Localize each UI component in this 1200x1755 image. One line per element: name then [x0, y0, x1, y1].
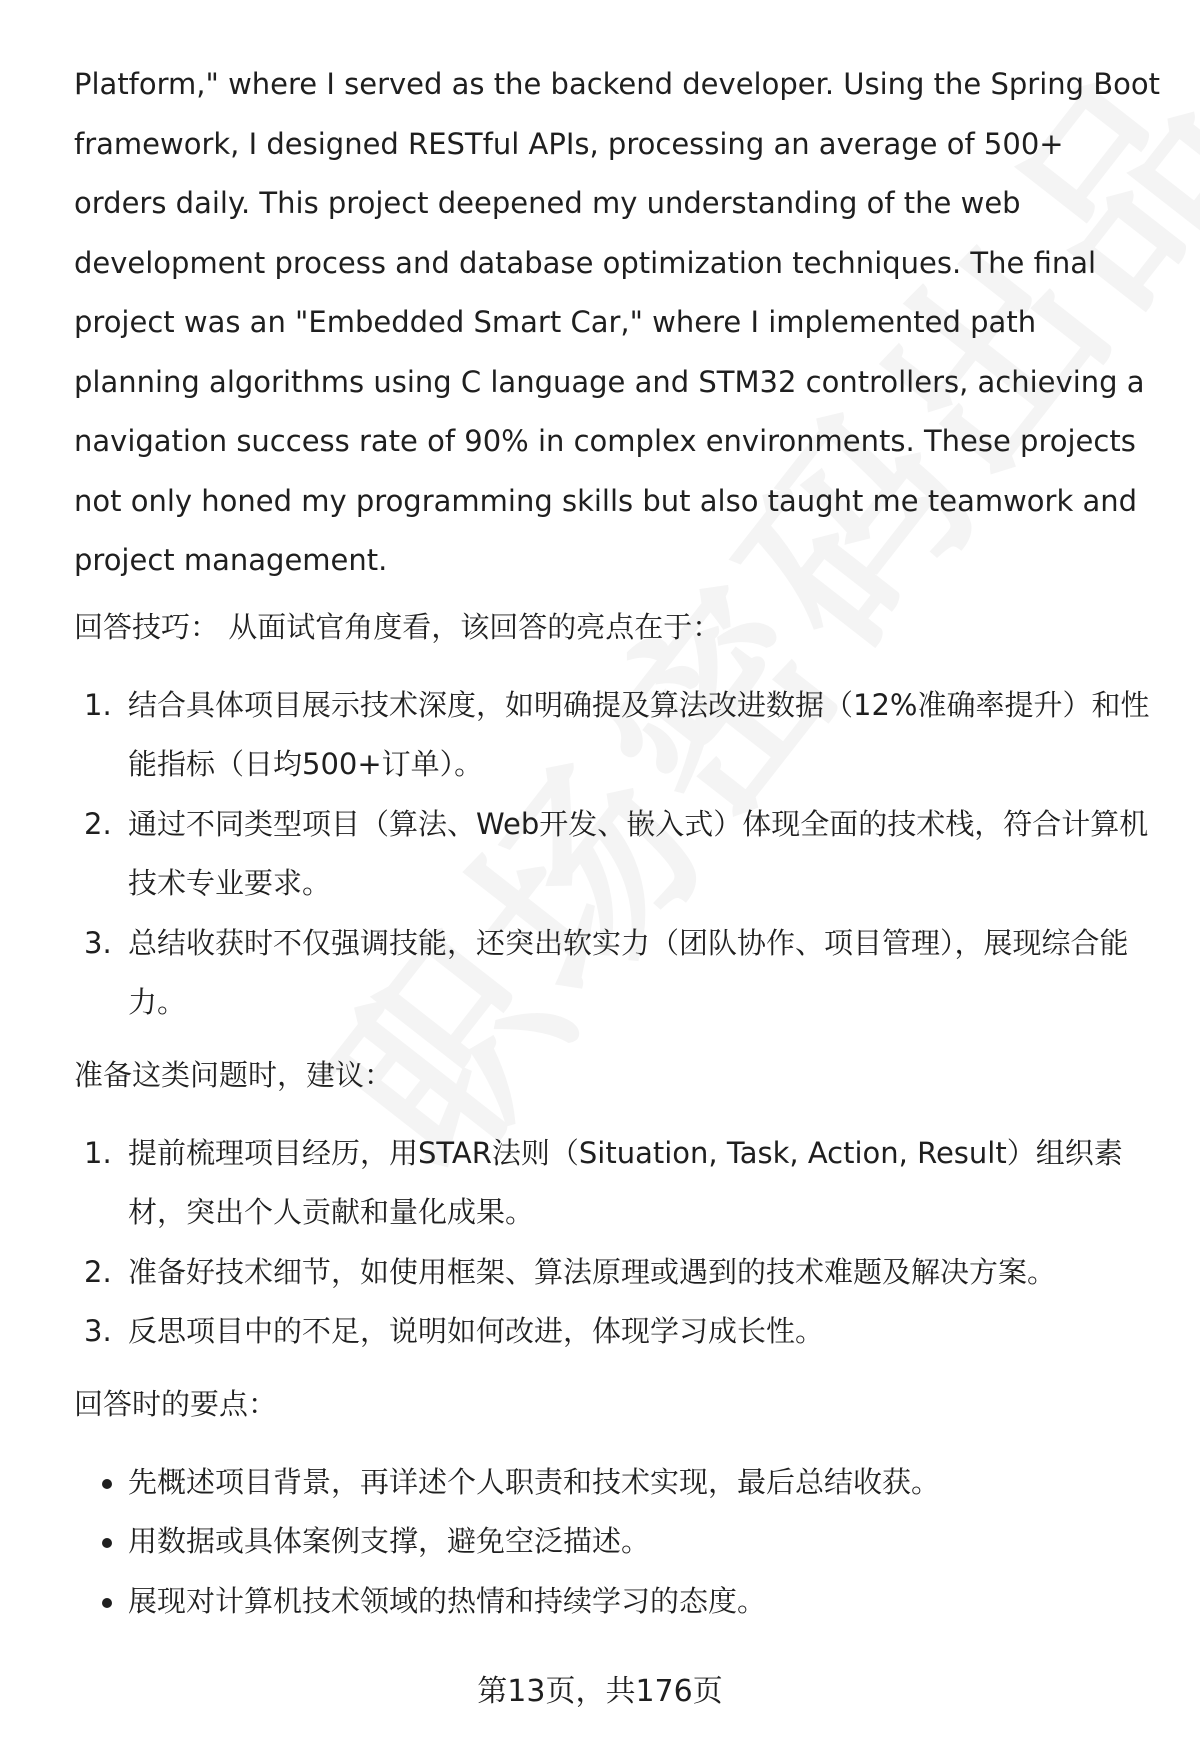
list-item	[74, 676, 1164, 795]
list-item-number: 1.	[84, 1135, 112, 1170]
list-item-number: 1.	[84, 687, 112, 722]
page-number: 第13页，共176页	[477, 1674, 723, 1709]
list-item	[74, 795, 1164, 914]
bullet-icon	[102, 1479, 112, 1489]
list-item-number: 3.	[84, 925, 112, 960]
list-item	[74, 1453, 1164, 1513]
list-item-number: 2.	[84, 806, 112, 841]
list-item-text: 通过不同类型项目（算法、Web开发、嵌入式）体现全面的技术栈，符合计算机技术专业要求。	[128, 806, 1149, 900]
tips-list	[74, 676, 1164, 1033]
list-item-number: 3.	[84, 1314, 112, 1348]
document-body	[74, 55, 1164, 1631]
list-item-text: 先概述项目背景，再详述个人职责和技术实现，最后总结收获。	[128, 1464, 941, 1499]
list-item	[74, 1124, 1164, 1243]
tips-heading: 回答技巧： 从面试官角度看，该回答的亮点在于：	[74, 609, 722, 644]
list-item-text: 准备好技术细节，如使用框架、算法原理或遇到的技术难题及解决方案。	[128, 1254, 1057, 1289]
list-item-text: 总结收获时不仅强调技能，还突出软实力（团队协作、项目管理），展现综合能力。	[128, 925, 1129, 1019]
list-item	[74, 1302, 1164, 1362]
prep-list	[74, 1124, 1164, 1362]
keypoints-heading: 回答时的要点：	[74, 1386, 278, 1421]
list-item	[74, 1572, 1164, 1632]
list-item-text: 结合具体项目展示技术深度，如明确提及算法改进数据（12%准确率提升）和性能指标（日均500+订单）。	[128, 687, 1150, 781]
prep-heading: 准备这类问题时，建议：	[74, 1057, 394, 1092]
list-item	[74, 1243, 1164, 1303]
list-item	[74, 1512, 1164, 1572]
list-item-text: 反思项目中的不足，说明如何改进，体现学习成长性。	[128, 1314, 825, 1348]
bullet-icon	[102, 1538, 112, 1548]
list-item-text: 提前梳理项目经历，用STAR法则（Situation, Task, Action, Result）组织素材，突出个人贡献和量化成果。	[128, 1135, 1123, 1229]
list-item-text: 用数据或具体案例支撑，避免空泛描述。	[128, 1524, 651, 1558]
bullet-icon	[102, 1598, 112, 1608]
keypoints-list	[74, 1453, 1164, 1632]
intro-paragraph: Platform," where I served as the backend developer. Using the Spring Boot framework, I designed RESTful APIs, processing an average of 500+ orders daily. This project deepened my understanding of the web development process and database optimization techniques. The final project was an "Embedded Smart Car," where I implemented path planning algorithms using C language and STM32 controllers, achieving a navigation success rate of 90% in complex environments. These projects not only honed my programming skills but also taught me teamwork and project management.	[74, 67, 1161, 577]
list-item-text: 展现对计算机技术领域的热情和持续学习的态度。	[128, 1583, 767, 1618]
list-item-number: 2.	[84, 1254, 112, 1289]
list-item	[74, 914, 1164, 1033]
